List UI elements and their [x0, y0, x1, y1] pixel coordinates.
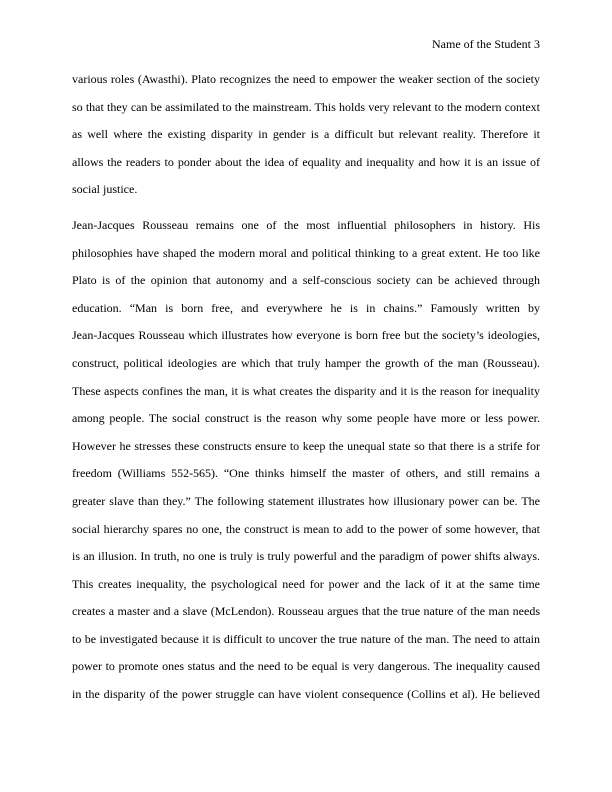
- text-line: greater slave than they.” The following statement illustrates how illusionary power can be. The: [72, 493, 540, 508]
- text-line: However he stresses these constructs ensure to keep the unequal state so that there is a strife for: [72, 438, 540, 453]
- text-line: education. “Man is born free, and everywhere he is in chains.” Famously written by: [72, 300, 540, 315]
- paragraph-spacer: [72, 204, 540, 212]
- text-line: among people. The social construct is the reason why some people have more or less power.: [72, 411, 540, 426]
- body-text: [72, 66, 540, 709]
- text-line: in the disparity of the power struggle can have violent consequence (Collins et al). He believed: [72, 687, 540, 702]
- text-line: to be investigated because it is difficult to uncover the true nature of the man. The need to attain: [72, 631, 540, 646]
- text-line: allows the readers to ponder about the idea of equality and inequality and how it is an issue of: [72, 154, 540, 169]
- text-line: Jean-Jacques Rousseau which illustrates how everyone is born free but the society’s ideologies,: [72, 328, 540, 343]
- text-line: Jean-Jacques Rousseau remains one of the most influential philosophers in history. His: [72, 217, 540, 232]
- text-line: is an illusion. In truth, no one is truly is truly powerful and the paradigm of power shifts always.: [72, 549, 540, 564]
- text-line: These aspects confines the man, it is what creates the disparity and it is the reason for inequality: [72, 383, 540, 398]
- paragraph-2: [72, 212, 540, 709]
- text-line: power to promote ones status and the need to be equal is very dangerous. The inequality caused: [72, 659, 540, 674]
- running-head: Name of the Student 3: [432, 37, 540, 51]
- text-line: Plato is of the opinion that autonomy and a self-conscious society can be achieved through: [72, 273, 540, 288]
- text-line: social hierarchy spares no one, the construct is mean to add to the power of some however, that: [72, 521, 540, 536]
- text-line: creates a master and a slave (McLendon). Rousseau argues that the true nature of the man needs: [72, 604, 540, 619]
- text-line: construct, political ideologies are which that truly hamper the growth of the man (Rousseau).: [72, 355, 540, 370]
- text-line: This creates inequality, the psychological need for power and the lack of it at the same time: [72, 576, 540, 591]
- text-line: as well where the existing disparity in gender is a difficult but relevant reality. Therefore it: [72, 127, 540, 142]
- paragraph-1: [72, 66, 540, 204]
- text-line: so that they can be assimilated to the mainstream. This holds very relevant to the modern context: [72, 99, 540, 114]
- text-line: freedom (Williams 552-565). “One thinks himself the master of others, and still remains a: [72, 466, 540, 481]
- text-line: social justice.: [72, 182, 138, 197]
- text-line: various roles (Awasthi). Plato recognizes the need to empower the weaker section of the society: [72, 72, 540, 86]
- text-line: philosophies have shaped the modern moral and political thinking to a great extent. He too like: [72, 245, 540, 260]
